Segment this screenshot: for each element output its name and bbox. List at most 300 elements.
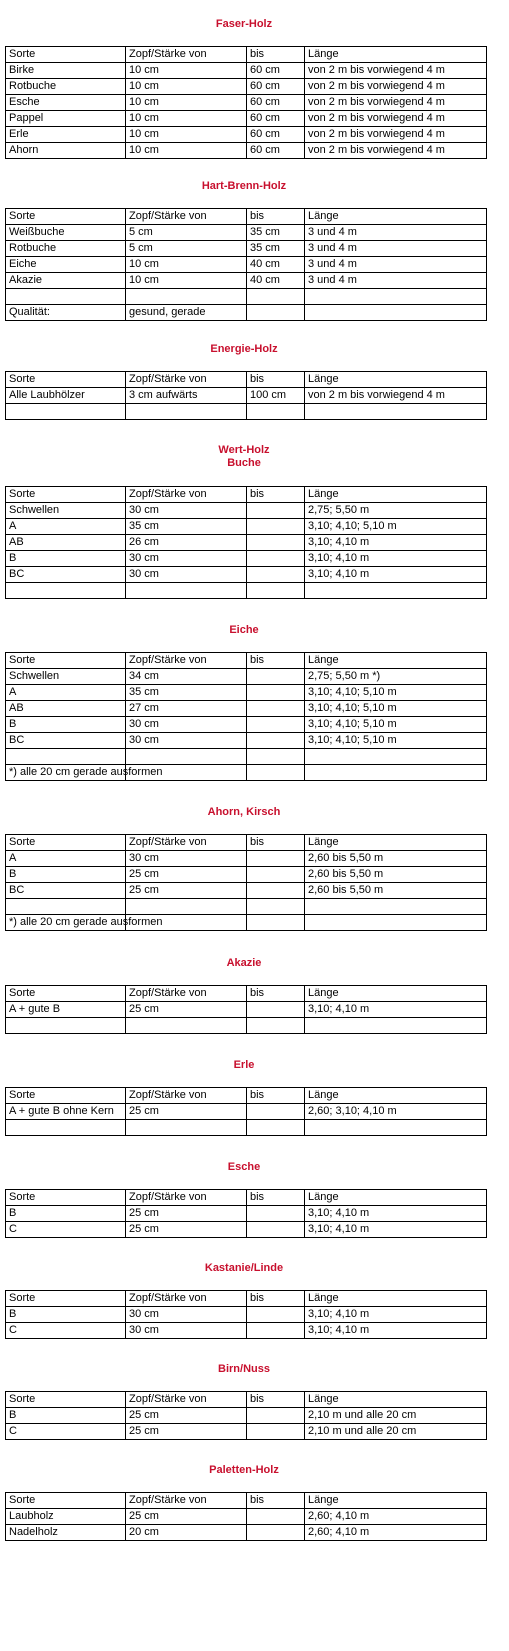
- table-row: [6, 257, 487, 273]
- table-row: [6, 1018, 487, 1034]
- table-row: [6, 1222, 487, 1238]
- table-cell: 60 cm: [247, 127, 305, 143]
- table-row: [6, 95, 487, 111]
- header-cell: Zopf/Stärke von: [126, 1190, 247, 1206]
- table-row: [6, 404, 487, 420]
- table-cell: 3 cm aufwärts: [126, 388, 247, 404]
- table-cell: 3,10; 4,10 m: [305, 1307, 487, 1323]
- table-cell: A: [6, 851, 126, 867]
- table-row: [6, 1206, 487, 1222]
- table-cell: [247, 749, 305, 765]
- header-cell: bis: [247, 1088, 305, 1104]
- table-cell: A: [6, 685, 126, 701]
- table-cell: B: [6, 717, 126, 733]
- table-cell: [305, 289, 487, 305]
- table-cell: 25 cm: [126, 1002, 247, 1018]
- table-cell: 3 und 4 m: [305, 241, 487, 257]
- table-cell: 30 cm: [126, 733, 247, 749]
- table-cell: [247, 1525, 305, 1541]
- table-cell: [247, 1307, 305, 1323]
- wood-table: [5, 1087, 487, 1136]
- table-cell: B: [6, 551, 126, 567]
- table-cell: Eiche: [6, 257, 126, 273]
- table-cell: [305, 583, 487, 599]
- header-cell: Zopf/Stärke von: [126, 372, 247, 388]
- table-cell: 60 cm: [247, 95, 305, 111]
- table-cell: von 2 m bis vorwiegend 4 m: [305, 143, 487, 159]
- table-cell: 27 cm: [126, 701, 247, 717]
- table-cell: 25 cm: [126, 1206, 247, 1222]
- header-cell: Zopf/Stärke von: [126, 47, 247, 63]
- table-cell: 25 cm: [126, 867, 247, 883]
- table-cell: [6, 404, 126, 420]
- header-cell: bis: [247, 487, 305, 503]
- table-cell: Esche: [6, 95, 126, 111]
- table-row: [6, 63, 487, 79]
- table-cell: 2,60 bis 5,50 m: [305, 883, 487, 899]
- table-cell: [126, 404, 247, 420]
- section-title-line: Akazie: [226, 957, 262, 969]
- table-cell: 2,60; 3,10; 4,10 m: [305, 1104, 487, 1120]
- header-cell: Sorte: [6, 372, 126, 388]
- table-cell: [247, 733, 305, 749]
- table-cell: [126, 749, 247, 765]
- table-cell: [247, 883, 305, 899]
- table-cell: Akazie: [6, 273, 126, 289]
- table-cell: [247, 685, 305, 701]
- table-cell: Alle Laubhölzer: [6, 388, 126, 404]
- header-cell: Länge: [305, 1291, 487, 1307]
- table-cell: [247, 1222, 305, 1238]
- table-header-row: [6, 372, 487, 388]
- table-cell: 10 cm: [126, 127, 247, 143]
- header-cell: Sorte: [6, 1392, 126, 1408]
- header-cell: bis: [247, 986, 305, 1002]
- section-title-line: Paletten-Holz: [209, 1464, 279, 1476]
- table-header-row: [6, 1291, 487, 1307]
- table-cell: [6, 899, 126, 915]
- table-cell: 2,75; 5,50 m *): [305, 669, 487, 685]
- table-row: [6, 1002, 487, 1018]
- table-cell: [126, 1018, 247, 1034]
- section-title: [0, 444, 488, 470]
- header-cell: bis: [247, 835, 305, 851]
- section-title-line: Energie-Holz: [210, 343, 278, 355]
- table-row: [6, 749, 487, 765]
- table-cell: [247, 701, 305, 717]
- table-cell: [305, 915, 487, 931]
- section-title-line: Kastanie/Linde: [204, 1262, 284, 1274]
- table-cell: 25 cm: [126, 1104, 247, 1120]
- table-header-row: [6, 47, 487, 63]
- table-row: [6, 1104, 487, 1120]
- header-cell: Länge: [305, 986, 487, 1002]
- wood-table: [5, 652, 487, 781]
- table-cell: Pappel: [6, 111, 126, 127]
- header-cell: Zopf/Stärke von: [126, 653, 247, 669]
- table-cell: [247, 1120, 305, 1136]
- table-row: [6, 273, 487, 289]
- table-cell: B: [6, 867, 126, 883]
- wood-table: [5, 486, 487, 599]
- section-title-line: Hart-Brenn-Holz: [201, 180, 287, 192]
- section-title: [0, 624, 488, 637]
- section-title-line: Ahorn, Kirsch: [207, 806, 281, 818]
- header-cell: bis: [247, 1493, 305, 1509]
- table-cell: von 2 m bis vorwiegend 4 m: [305, 388, 487, 404]
- table-cell: 3,10; 4,10 m: [305, 1206, 487, 1222]
- table-cell: Schwellen: [6, 669, 126, 685]
- table-cell: [247, 289, 305, 305]
- table-cell: B: [6, 1307, 126, 1323]
- table-cell: [305, 749, 487, 765]
- table-cell: 25 cm: [126, 1424, 247, 1440]
- table-cell: 30 cm: [126, 551, 247, 567]
- table-cell: 3,10; 4,10; 5,10 m: [305, 701, 487, 717]
- table-cell: 35 cm: [126, 685, 247, 701]
- header-cell: Sorte: [6, 1088, 126, 1104]
- table-row: [6, 1408, 487, 1424]
- table-cell: C: [6, 1323, 126, 1339]
- table-cell: 3,10; 4,10; 5,10 m: [305, 685, 487, 701]
- header-cell: Länge: [305, 47, 487, 63]
- table-cell: [305, 305, 487, 321]
- table-cell: 34 cm: [126, 669, 247, 685]
- header-cell: Länge: [305, 372, 487, 388]
- table-cell: B: [6, 1408, 126, 1424]
- table-cell: [305, 1018, 487, 1034]
- table-row: [6, 1525, 487, 1541]
- header-cell: Länge: [305, 653, 487, 669]
- table-row: [6, 915, 487, 931]
- header-cell: Zopf/Stärke von: [126, 835, 247, 851]
- table-cell: 3,10; 4,10 m: [305, 551, 487, 567]
- wood-table: [5, 46, 487, 159]
- table-cell: [247, 1424, 305, 1440]
- table-header-row: [6, 209, 487, 225]
- table-cell: 60 cm: [247, 143, 305, 159]
- table-cell: Schwellen: [6, 503, 126, 519]
- section-title: [0, 180, 488, 193]
- table-cell: B: [6, 1206, 126, 1222]
- table-cell: [247, 1509, 305, 1525]
- table-cell: [247, 1323, 305, 1339]
- table-row: [6, 305, 487, 321]
- table-cell: [6, 289, 126, 305]
- header-cell: Zopf/Stärke von: [126, 209, 247, 225]
- table-row: [6, 1307, 487, 1323]
- header-cell: Länge: [305, 1493, 487, 1509]
- table-header-row: [6, 1190, 487, 1206]
- header-cell: Zopf/Stärke von: [126, 487, 247, 503]
- table-cell: 2,60; 4,10 m: [305, 1525, 487, 1541]
- table-row: [6, 127, 487, 143]
- table-cell: 60 cm: [247, 79, 305, 95]
- table-row: [6, 535, 487, 551]
- header-cell: Länge: [305, 835, 487, 851]
- header-cell: Länge: [305, 1088, 487, 1104]
- table-cell: [247, 305, 305, 321]
- table-cell: 10 cm: [126, 143, 247, 159]
- table-cell: von 2 m bis vorwiegend 4 m: [305, 111, 487, 127]
- wood-table: [5, 1290, 487, 1339]
- table-cell: 35 cm: [126, 519, 247, 535]
- table-cell: 100 cm: [247, 388, 305, 404]
- table-cell: Ahorn: [6, 143, 126, 159]
- table-cell: 10 cm: [126, 63, 247, 79]
- table-cell: AB: [6, 701, 126, 717]
- table-cell: Weißbuche: [6, 225, 126, 241]
- table-cell: [247, 851, 305, 867]
- table-cell: 2,60 bis 5,50 m: [305, 867, 487, 883]
- table-header-row: [6, 1088, 487, 1104]
- section-title-line: Esche: [227, 1161, 261, 1173]
- table-cell: A + gute B ohne Kern: [6, 1104, 126, 1120]
- table-cell: [126, 899, 247, 915]
- table-row: [6, 669, 487, 685]
- table-cell: 10 cm: [126, 111, 247, 127]
- table-cell: 10 cm: [126, 273, 247, 289]
- header-cell: Sorte: [6, 835, 126, 851]
- table-row: [6, 851, 487, 867]
- wood-table: [5, 1391, 487, 1440]
- table-cell: AB: [6, 535, 126, 551]
- table-row: [6, 765, 487, 781]
- table-cell: 3,10; 4,10 m: [305, 1323, 487, 1339]
- table-row: [6, 79, 487, 95]
- table-cell: von 2 m bis vorwiegend 4 m: [305, 79, 487, 95]
- table-cell: von 2 m bis vorwiegend 4 m: [305, 95, 487, 111]
- header-cell: bis: [247, 209, 305, 225]
- table-header-row: [6, 1493, 487, 1509]
- table-cell: [247, 551, 305, 567]
- table-cell: 2,60 bis 5,50 m: [305, 851, 487, 867]
- table-cell: 3 und 4 m: [305, 273, 487, 289]
- table-cell: Erle: [6, 127, 126, 143]
- table-header-row: [6, 835, 487, 851]
- table-cell: 3 und 4 m: [305, 257, 487, 273]
- section-title: [0, 18, 488, 31]
- table-cell: 40 cm: [247, 273, 305, 289]
- header-cell: bis: [247, 372, 305, 388]
- table-cell: [126, 583, 247, 599]
- section-title-line: Wert-Holz: [218, 444, 270, 456]
- table-row: [6, 733, 487, 749]
- table-cell: [247, 1002, 305, 1018]
- table-cell: 25 cm: [126, 1408, 247, 1424]
- table-header-row: [6, 487, 487, 503]
- table-row: [6, 1323, 487, 1339]
- header-cell: Sorte: [6, 986, 126, 1002]
- table-row: [6, 883, 487, 899]
- table-cell: 2,10 m und alle 20 cm: [305, 1424, 487, 1440]
- table-cell: von 2 m bis vorwiegend 4 m: [305, 63, 487, 79]
- header-cell: Sorte: [6, 1291, 126, 1307]
- table-cell: 10 cm: [126, 257, 247, 273]
- header-cell: Länge: [305, 209, 487, 225]
- header-cell: Zopf/Stärke von: [126, 1291, 247, 1307]
- table-row: [6, 111, 487, 127]
- table-cell: [6, 749, 126, 765]
- table-row: [6, 503, 487, 519]
- table-cell: [247, 567, 305, 583]
- table-cell: Rotbuche: [6, 79, 126, 95]
- table-cell: [247, 535, 305, 551]
- table-row: [6, 1509, 487, 1525]
- table-row: [6, 567, 487, 583]
- table-row: [6, 717, 487, 733]
- table-cell: [247, 1018, 305, 1034]
- table-cell: 40 cm: [247, 257, 305, 273]
- header-cell: bis: [247, 1291, 305, 1307]
- table-cell: 3,10; 4,10 m: [305, 567, 487, 583]
- table-header-row: [6, 986, 487, 1002]
- table-cell: [247, 717, 305, 733]
- table-header-row: [6, 1392, 487, 1408]
- table-cell: [6, 1018, 126, 1034]
- table-cell: 26 cm: [126, 535, 247, 551]
- table-cell: A: [6, 519, 126, 535]
- table-cell: [247, 519, 305, 535]
- table-cell: 30 cm: [126, 1323, 247, 1339]
- section-title: [0, 1464, 488, 1477]
- section-title: [0, 957, 488, 970]
- header-cell: Sorte: [6, 1190, 126, 1206]
- table-cell: Rotbuche: [6, 241, 126, 257]
- table-cell: [247, 1206, 305, 1222]
- table-cell: BC: [6, 567, 126, 583]
- table-cell: [247, 1104, 305, 1120]
- table-cell: gesund, gerade: [126, 305, 247, 321]
- table-cell: [126, 1120, 247, 1136]
- header-cell: Sorte: [6, 209, 126, 225]
- table-row: [6, 241, 487, 257]
- table-cell: BC: [6, 733, 126, 749]
- header-cell: bis: [247, 1392, 305, 1408]
- header-cell: Zopf/Stärke von: [126, 986, 247, 1002]
- table-cell: 3,10; 4,10 m: [305, 1002, 487, 1018]
- table-cell: von 2 m bis vorwiegend 4 m: [305, 127, 487, 143]
- table-cell: 60 cm: [247, 111, 305, 127]
- table-cell: 3,10; 4,10 m: [305, 1222, 487, 1238]
- table-cell: [247, 503, 305, 519]
- table-cell: 30 cm: [126, 1307, 247, 1323]
- table-cell: [305, 899, 487, 915]
- header-cell: bis: [247, 47, 305, 63]
- table-cell: [247, 583, 305, 599]
- table-cell: 35 cm: [247, 225, 305, 241]
- wood-table: [5, 1189, 487, 1238]
- table-row: [6, 388, 487, 404]
- header-cell: bis: [247, 1190, 305, 1206]
- table-cell: [247, 867, 305, 883]
- section-title-line: Buche: [227, 457, 261, 469]
- table-cell: 60 cm: [247, 63, 305, 79]
- table-cell: C: [6, 1424, 126, 1440]
- table-cell: 2,60; 4,10 m: [305, 1509, 487, 1525]
- table-cell: [6, 583, 126, 599]
- table-cell: 30 cm: [126, 567, 247, 583]
- header-cell: bis: [247, 653, 305, 669]
- table-row: [6, 1424, 487, 1440]
- wood-table: [5, 371, 487, 420]
- table-cell: 5 cm: [126, 241, 247, 257]
- section-title-line: Eiche: [229, 624, 259, 636]
- header-cell: Sorte: [6, 47, 126, 63]
- table-cell: [247, 1408, 305, 1424]
- table-cell: 35 cm: [247, 241, 305, 257]
- table-cell: [305, 404, 487, 420]
- header-cell: Länge: [305, 1392, 487, 1408]
- table-cell: 3 und 4 m: [305, 225, 487, 241]
- table-row: [6, 867, 487, 883]
- table-header-row: [6, 653, 487, 669]
- section-title: [0, 1161, 488, 1174]
- table-cell: 25 cm: [126, 1509, 247, 1525]
- wood-table: [5, 1492, 487, 1541]
- table-row: [6, 899, 487, 915]
- wood-table: [5, 208, 487, 321]
- section-title-line: Faser-Holz: [215, 18, 273, 30]
- table-cell: A + gute B: [6, 1002, 126, 1018]
- table-cell: 2,75; 5,50 m: [305, 503, 487, 519]
- table-cell: [247, 899, 305, 915]
- table-cell: 10 cm: [126, 79, 247, 95]
- table-cell: Laubholz: [6, 1509, 126, 1525]
- table-cell: 25 cm: [126, 1222, 247, 1238]
- header-cell: Länge: [305, 1190, 487, 1206]
- section-title-line: Erle: [233, 1059, 255, 1071]
- table-cell: *) alle 20 cm gerade ausformen: [6, 765, 126, 781]
- table-cell: 5 cm: [126, 225, 247, 241]
- table-cell: 20 cm: [126, 1525, 247, 1541]
- table-cell: C: [6, 1222, 126, 1238]
- table-cell: 10 cm: [126, 95, 247, 111]
- table-cell: *) alle 20 cm gerade ausformen: [6, 915, 126, 931]
- header-cell: Zopf/Stärke von: [126, 1088, 247, 1104]
- table-row: [6, 701, 487, 717]
- table-cell: 30 cm: [126, 851, 247, 867]
- header-cell: Länge: [305, 487, 487, 503]
- section-title: [0, 1363, 488, 1376]
- section-title: [0, 806, 488, 819]
- table-cell: 3,10; 4,10; 5,10 m: [305, 733, 487, 749]
- header-cell: Sorte: [6, 1493, 126, 1509]
- wood-table: [5, 834, 487, 931]
- header-cell: Zopf/Stärke von: [126, 1493, 247, 1509]
- wood-table: [5, 985, 487, 1034]
- table-cell: [305, 1120, 487, 1136]
- table-row: [6, 583, 487, 599]
- table-row: [6, 143, 487, 159]
- table-cell: 25 cm: [126, 883, 247, 899]
- header-cell: Zopf/Stärke von: [126, 1392, 247, 1408]
- table-cell: 2,10 m und alle 20 cm: [305, 1408, 487, 1424]
- section-title: [0, 1059, 488, 1072]
- table-cell: 30 cm: [126, 503, 247, 519]
- header-cell: Sorte: [6, 487, 126, 503]
- table-cell: 3,10; 4,10; 5,10 m: [305, 519, 487, 535]
- section-title-line: Birn/Nuss: [218, 1363, 270, 1375]
- table-cell: [247, 404, 305, 420]
- table-row: [6, 685, 487, 701]
- table-row: [6, 225, 487, 241]
- section-title: [0, 343, 488, 356]
- table-cell: 30 cm: [126, 717, 247, 733]
- table-cell: [6, 1120, 126, 1136]
- table-cell: [305, 765, 487, 781]
- table-cell: BC: [6, 883, 126, 899]
